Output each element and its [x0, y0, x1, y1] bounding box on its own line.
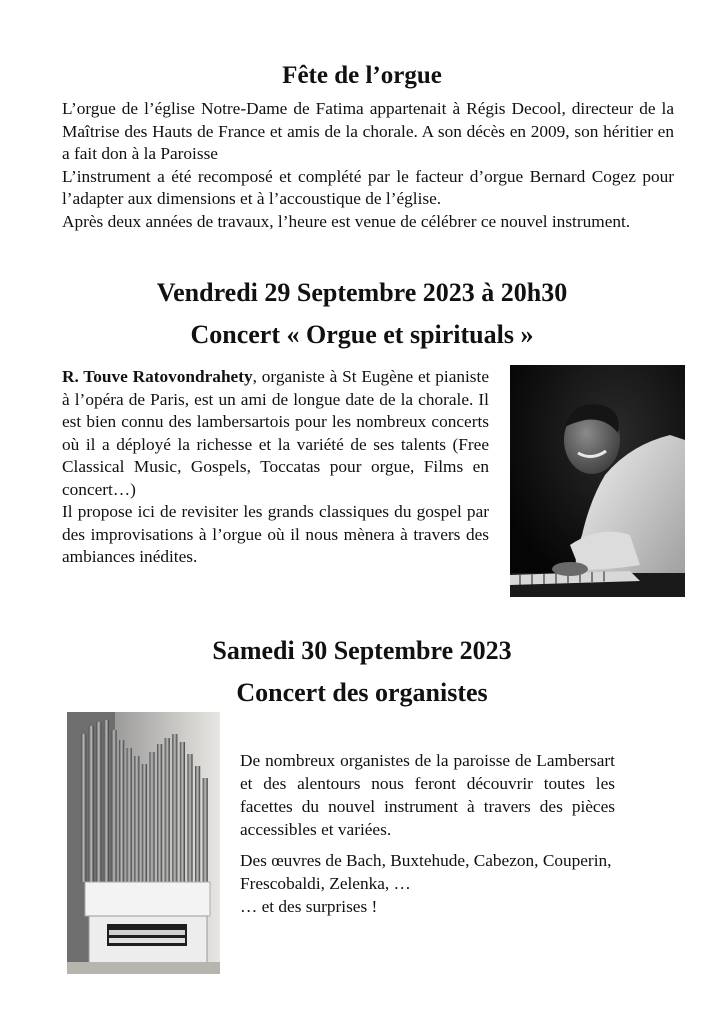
page-title: Fête de l’orgue [282, 62, 442, 89]
organ-pipe [81, 734, 86, 882]
event1-date-heading: Vendredi 29 Septembre 2023 à 20h30 [156, 278, 568, 307]
event2-paragraph-2 [240, 849, 615, 918]
organ-pipe [195, 766, 200, 882]
organ-photo-graphic [67, 712, 220, 974]
event1-paragraph-1 [62, 366, 489, 501]
organ-pipe [142, 764, 147, 882]
intro-text [62, 98, 674, 233]
organ-pipe [111, 730, 116, 882]
organ-photo [67, 712, 220, 974]
organ-pipe [96, 722, 101, 882]
organ-pipe [104, 720, 109, 882]
organ-pipe [89, 726, 94, 882]
organ-pipe [172, 734, 177, 882]
organ-pipe [127, 748, 132, 882]
event2-title-heading: Concert des organistes [236, 678, 488, 707]
event2-surprises: … et des surprises ! [240, 897, 378, 916]
artist-name: R. Touve Ratovondrahety [62, 367, 253, 386]
organ-pipe [203, 778, 208, 882]
organist-photo-graphic [510, 365, 685, 597]
organ-pipe [165, 738, 170, 882]
organ-pipe [157, 744, 162, 882]
organ-pipe [134, 756, 139, 882]
intro-paragraph-1: L’orgue de l’église Notre-Dame de Fatima appartenait à Régis Decool, directeur de la Maîtrise des Hauts de France et amis de la chorale. A son décès en 2009, son héritier en a fait don à la Paroisse [62, 99, 674, 163]
intro-paragraph-3: Après deux années de travaux, l’heure est venue de célébrer ce nouvel instrument. [62, 211, 631, 231]
organist-photo [510, 365, 685, 597]
event1-paragraph-1-text: , organiste à St Eugène et pianiste à l’opéra de Paris, est un ami de longue date de la chorale. Il est bien connu des lambersartois pour les nombreux concerts où il a déployé la richesse et la variété de ses talents (Free Classical Music, Gospels, Toccatas pour orgue, Films en concert…) [62, 367, 490, 499]
organ-pipe [149, 752, 154, 882]
event1-title-heading: Concert « Orgue et spirituals » [190, 320, 534, 349]
event2-paragraph-1: De nombreux organistes de la paroisse de Lambersart et des alentours nous feront découvrir toutes les facettes du nouvel instrument à travers des pièces accessibles et variées. [240, 751, 615, 839]
event2-works-list: Des œuvres de Bach, Buxtehude, Cabezon, Couperin, Frescobaldi, Zelenka, … [240, 851, 612, 893]
event1-paragraph-2: Il propose ici de revisiter les grands classiques du gospel par des improvisations à l’orgue où il nous mènera à travers des ambiances inédites. [62, 502, 489, 566]
event1-description [62, 366, 489, 569]
organ-pipe [119, 740, 124, 882]
event2-date-heading: Samedi 30 Septembre 2023 [212, 636, 512, 665]
intro-paragraph-2: L’instrument a été recomposé et complété par le facteur d’orgue Bernard Cogez pour l’adapter aux dimensions et à l’accoustique de l’église. [62, 166, 674, 208]
organ-pipe [180, 742, 185, 882]
organ-pipe [187, 754, 192, 882]
event2-description [240, 749, 615, 918]
